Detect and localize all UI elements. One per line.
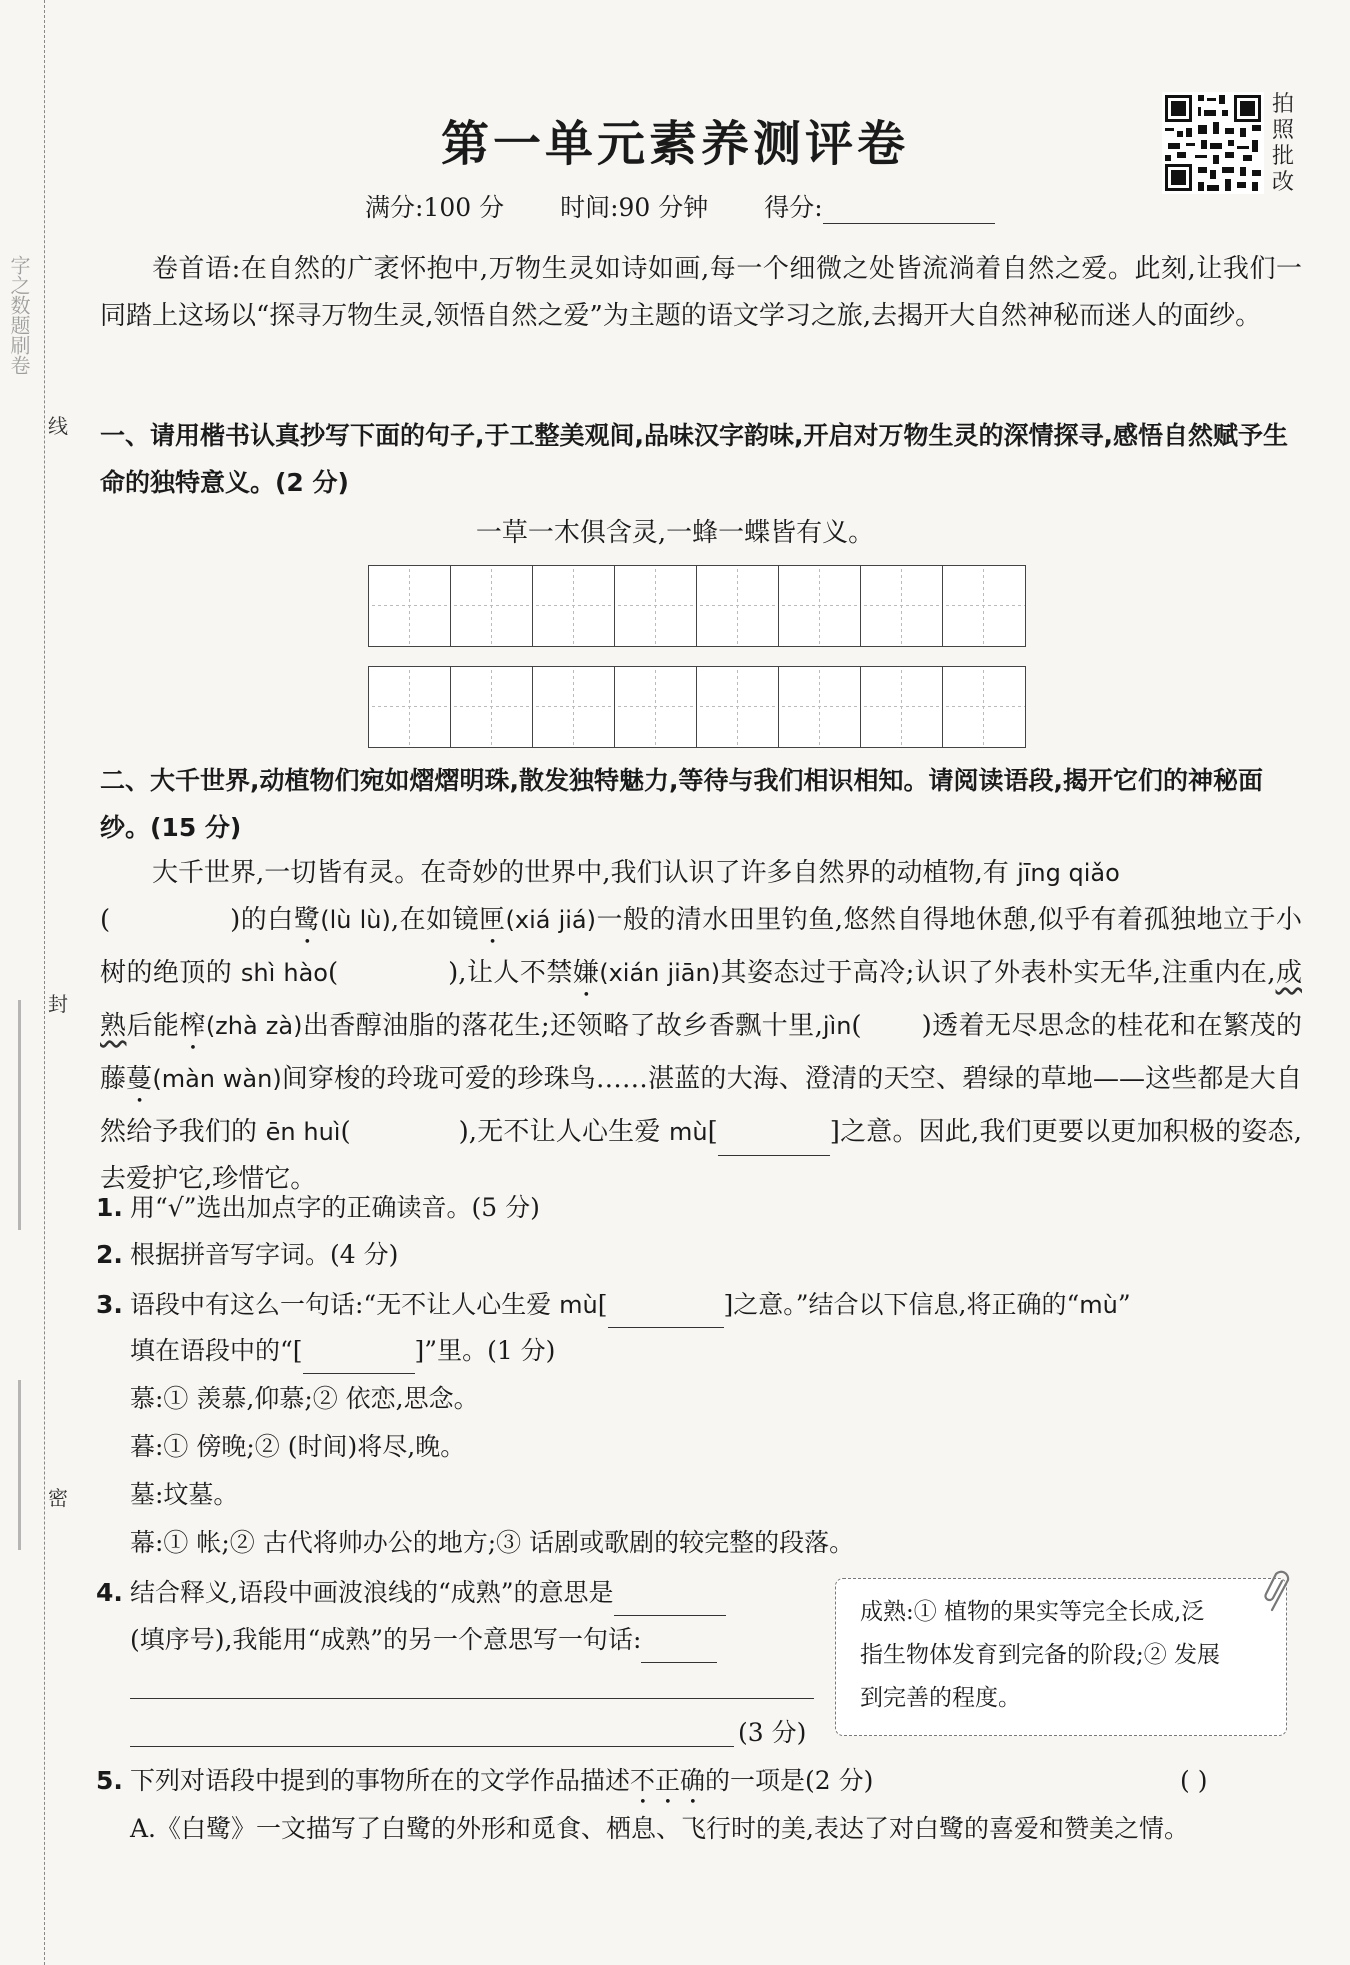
passage-run: 后能: [126, 1011, 180, 1041]
question-4-score: (3 分): [738, 1718, 807, 1747]
answer-line-q4-2[interactable]: [130, 1746, 734, 1747]
grid-cell[interactable]: [779, 667, 861, 747]
section1-heading: 一、请用楷书认真抄写下面的句子,于工整美观间,品味汉字韵味,开启对万物生灵的深情探寻,感悟自然赋予生命的独特意义。(2 分): [100, 421, 1288, 497]
pinyin-choice-xian[interactable]: (xián jiān): [599, 959, 721, 987]
pinyin-choice-lu[interactable]: (lù lù): [320, 906, 391, 934]
passage-run: (: [851, 1011, 862, 1041]
question-text: 下列对语段中提到的事物所在的文学作品描述: [130, 1766, 631, 1795]
question-2: [96, 1232, 1306, 1278]
passage-run: (: [100, 905, 111, 935]
grid-cell[interactable]: [615, 566, 697, 646]
answer-blank-q3a[interactable]: [608, 1297, 724, 1328]
question-5: [96, 1758, 1306, 1810]
pinyin-jingqiao: jīng qiǎo: [1017, 859, 1120, 887]
answer-paren-q5[interactable]: ( ): [1180, 1766, 1208, 1795]
qr-code-icon: [1162, 92, 1264, 194]
reading-passage: [100, 850, 1302, 1203]
intro-text: 卷首语:在自然的广袤怀抱中,万物生灵如诗如画,每一个细微之处皆流淌着自然之爱。此刻,让我们一同踏上这场以“探寻万物生灵,领悟自然之爱”为主题的语文学习之旅,去揭开大自然神秘而迷人的面纱。: [100, 254, 1302, 331]
question-text: 的一项是(2 分): [705, 1766, 874, 1795]
passage-run: )透着无尽思念的桂花和在繁茂的藤: [100, 1011, 1302, 1094]
qr-caption-char: 改: [1272, 170, 1295, 195]
passage-run: 其姿态过于高冷;认识了外表朴实无华,注重内在,: [720, 958, 1276, 988]
question-text: 根据拼音写字词。(4 分): [130, 1240, 399, 1269]
seal-word-line: 线: [48, 414, 68, 438]
qr-caption-char: 批: [1272, 144, 1295, 169]
answer-line-q4-1[interactable]: [130, 1698, 814, 1699]
exam-time: 时间:90 分钟: [560, 193, 709, 222]
answer-blank-mu[interactable]: [718, 1125, 830, 1156]
pinyin-shihao: shì hào: [240, 959, 328, 987]
mu-option-4: 幕:① 帐;② 古代将帅办公的地方;③ 话剧或歌剧的较完整的段落。: [130, 1528, 855, 1557]
grid-cell[interactable]: [943, 667, 1025, 747]
question-4-line-2: [130, 1617, 717, 1663]
pinyin-mu: mù: [669, 1118, 708, 1146]
question-text: ”: [1117, 1290, 1131, 1319]
grid-cell[interactable]: [369, 566, 451, 646]
passage-run: 一般的清水田里钓鱼,悠然自得地休憩,似乎有着孤独地立于小树的绝顶的: [100, 905, 1302, 988]
grid-cell[interactable]: [779, 566, 861, 646]
pinyin-enhui: ēn huì: [265, 1118, 341, 1146]
score-blank[interactable]: [823, 197, 995, 224]
question-3-line-2: [130, 1328, 555, 1374]
qr-code[interactable]: [1162, 92, 1264, 194]
passage-run: 大千世界,一切皆有灵。在奇妙的世界中,我们认识了许多自然界的动植物,有: [152, 858, 1018, 888]
dotted-emphasis: 不正确: [630, 1766, 706, 1795]
grid-cell[interactable]: [615, 667, 697, 747]
question-number: 4.: [96, 1578, 123, 1607]
answer-blank-q4a[interactable]: [614, 1585, 726, 1616]
full-score: 满分:100 分: [365, 193, 505, 222]
question-text: ]之意。”结合以下信息,将正确的“: [723, 1290, 1080, 1319]
cut-line: [44, 0, 45, 1965]
question-text: 填在语段中的“[: [130, 1336, 303, 1365]
intro-paragraph: [100, 246, 1302, 340]
grid-cell[interactable]: [697, 566, 779, 646]
score-field: [764, 188, 994, 224]
grid-cell[interactable]: [861, 566, 943, 646]
mu-option-2: 暮:① 傍晚;② (时间)将尽,晚。: [130, 1432, 466, 1461]
qr-caption-char: 照: [1272, 118, 1295, 143]
passage-run: ),无不让人心生爱: [458, 1117, 669, 1147]
page-title: 第一单元素养测评卷: [440, 116, 909, 172]
passage-run: 间穿梭的玲珑可爱的珍珠鸟……湛蓝的大海、澄清的天空、碧绿的草地——这些都是大自然给予我们的: [100, 1064, 1302, 1147]
grid-cell[interactable]: [369, 667, 451, 747]
grid-cell[interactable]: [533, 667, 615, 747]
copy-sentence: 一草一木俱含灵,一蜂一蝶皆有义。: [475, 518, 875, 548]
definition-line: 指生物体发育到完备的阶段;② 发展: [860, 1642, 1221, 1668]
question-1: [96, 1185, 1306, 1231]
mu-option-3: 墓:坟墓。: [130, 1480, 239, 1509]
section2-heading: 二、大千世界,动植物们宛如熠熠明珠,散发独特魅力,等待与我们相识相知。请阅读语段,揭开它们的神秘面纱。(15 分): [100, 766, 1263, 842]
pinyin-mu: mù: [559, 1291, 598, 1319]
question-number: 1.: [96, 1193, 123, 1222]
name-field-rule: [18, 1000, 21, 1230]
dotted-char-lu: 鹭: [293, 905, 321, 935]
passage-run: ),让人不禁: [448, 958, 573, 988]
option-a: A.《白鹭》一文描写了白鹭的外形和觅食、栖息、飞行时的美,表达了对白鹭的喜爱和赞美之情。: [130, 1814, 1189, 1843]
score-label: 得分:: [764, 193, 823, 222]
question-4: [96, 1570, 816, 1616]
answer-blank-q3b[interactable]: [303, 1343, 415, 1374]
writing-grid-row-2[interactable]: [368, 666, 1026, 748]
question-text: [: [597, 1290, 608, 1319]
passage-run: 出香醇油脂的落花生;还领略了故乡香飘十里,: [302, 1011, 823, 1041]
passage-text: [100, 850, 1302, 1203]
question-text: 语段中有这么一句话:“无不让人心生爱: [130, 1290, 560, 1319]
definition-line: 到完善的程度。: [860, 1685, 1021, 1711]
grid-cell[interactable]: [943, 566, 1025, 646]
grid-cell[interactable]: [451, 566, 533, 646]
qr-caption: [1272, 92, 1300, 196]
question-number: 5.: [96, 1766, 123, 1795]
qr-caption-char: 拍: [1272, 92, 1295, 117]
pinyin-choice-zha[interactable]: (zhà zà): [205, 1012, 303, 1040]
grid-cell[interactable]: [697, 667, 779, 747]
answer-blank-q4b[interactable]: [641, 1632, 717, 1663]
question-number: 3.: [96, 1290, 123, 1319]
margin-scrap-text: 字之数题刷卷: [7, 255, 31, 375]
grid-cell[interactable]: [533, 566, 615, 646]
question-3: [96, 1282, 1306, 1328]
question-number: 2.: [96, 1240, 123, 1269]
passage-run: )的白: [230, 905, 294, 935]
dotted-char-xian: 嫌: [572, 958, 600, 988]
question-text: 结合释义,语段中画波浪线的“成熟”的意思是: [130, 1578, 614, 1607]
question-text: (填序号),我能用“成熟”的另一个意思写一句话:: [130, 1625, 642, 1654]
definition-note: [835, 1578, 1287, 1736]
question-text: 用“√”选出加点字的正确读音。(5 分): [130, 1193, 540, 1222]
definition-line: 成熟:① 植物的果实等完全长成,泛: [860, 1599, 1205, 1625]
pinyin-jin: jìn: [822, 1012, 852, 1040]
pinyin-choice-man[interactable]: (màn wàn): [152, 1065, 282, 1093]
grid-cell[interactable]: [861, 667, 943, 747]
dotted-char-zha: 榨: [179, 1011, 206, 1041]
mu-option-1: 慕:① 羡慕,仰慕;② 依恋,思念。: [130, 1384, 479, 1413]
question-text: ]”里。(1 分): [414, 1336, 556, 1365]
seal-word-secret: 密: [48, 1486, 68, 1510]
pinyin-mu: mù: [1079, 1291, 1118, 1319]
passage-run: ,在如镜: [390, 905, 480, 935]
passage-run: (: [327, 958, 339, 988]
dotted-char-xia: 匣: [479, 905, 506, 935]
passage-run: (: [340, 1117, 351, 1147]
binding-margin: [0, 0, 90, 1965]
passage-run: ]之意。因此,我们更要以更加积极的姿态,去爱护它,珍惜它。: [100, 1117, 1302, 1194]
wavy-word-chengshu: 成熟: [100, 958, 1302, 1041]
paperclip-icon: [1262, 1568, 1296, 1614]
exam-meta: [365, 188, 995, 224]
seal-word-sealed: 封: [48, 992, 68, 1016]
class-field-rule: [18, 1380, 21, 1550]
passage-run: [: [707, 1117, 718, 1147]
dotted-char-man: 蔓: [126, 1064, 153, 1094]
writing-grid-row-1[interactable]: [368, 565, 1026, 647]
pinyin-choice-xia[interactable]: (xiá jiá): [505, 906, 596, 934]
grid-cell[interactable]: [451, 667, 533, 747]
